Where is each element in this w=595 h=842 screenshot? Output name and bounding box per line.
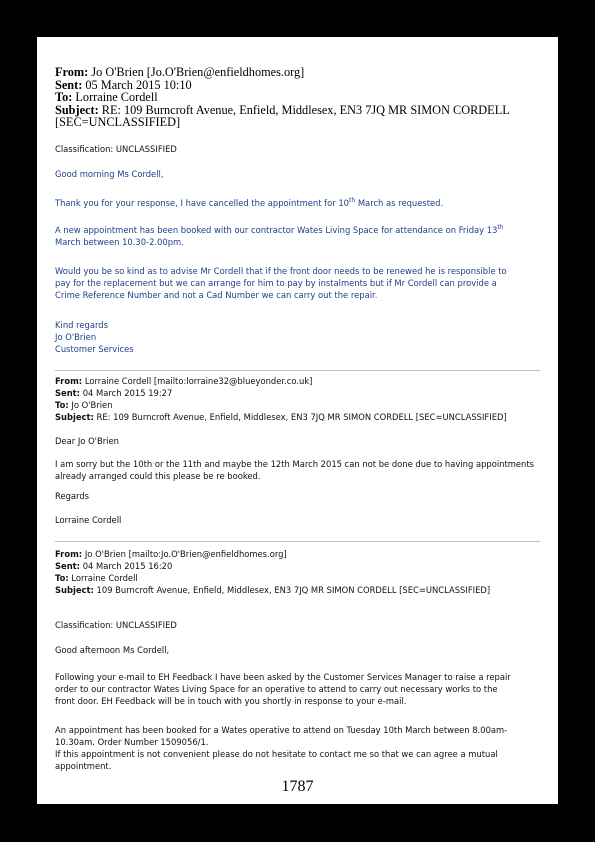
to-label: To: (55, 400, 69, 410)
document-page (37, 37, 558, 804)
email3-from-row (55, 548, 544, 560)
line: front door. EH Feedback will be in touch with you shortly in response to your e-mail. (55, 696, 407, 706)
line: Kind regards (55, 320, 108, 330)
sent-label: Sent: (55, 561, 81, 571)
email1-sent: 05 March 2015 10:10 (85, 77, 192, 92)
email2-subject-row (55, 411, 544, 423)
email1-paragraph-2 (55, 224, 544, 248)
email2-from: Lorraine Cordell [mailto:lorraine32@blueyonder.co.uk] (84, 376, 313, 386)
email1-signature (55, 319, 544, 355)
line: Customer Services (55, 344, 134, 354)
from-label: From: (55, 549, 83, 559)
email3-paragraph-2 (55, 724, 544, 772)
superscript: th (497, 224, 504, 232)
line: Crime Reference Number and not a Cad Number we can carry out the repair. (55, 290, 378, 300)
text: A new appointment has been booked with our contractor Wates Living Space for attendance on Friday 13 (55, 225, 498, 235)
subject-label: Subject: (55, 585, 94, 595)
email3-classification: Classification: UNCLASSIFIED (55, 620, 177, 630)
line: pay for the replacement but we can arrange for him to pay by instalments but if Mr Cordell can provide a (55, 278, 497, 288)
line: Jo O'Brien (55, 332, 97, 342)
line: March between 10.30-2.00pm. (55, 237, 184, 247)
text: March as requested. (355, 198, 444, 208)
email2-subject: RE: 109 Burncroft Avenue, Enfield, Middlesex, EN3 7JQ MR SIMON CORDELL [SEC=UNCLASSIFIED] (96, 412, 507, 422)
subject-label: Subject: (55, 412, 94, 422)
sent-label: Sent: (55, 77, 83, 92)
email2-to: Jo O'Brien (71, 400, 113, 410)
email3-header (55, 548, 544, 596)
subject-label: Subject: (55, 102, 99, 117)
email2-from-row (55, 375, 544, 387)
line: 10.30am. Order Number 1509056/1. (55, 737, 209, 747)
to-label: To: (55, 573, 69, 583)
email2-body (55, 458, 544, 482)
email2-name: Lorraine Cordell (55, 515, 122, 525)
line: already arranged could this please be re booked. (55, 471, 261, 481)
email3-subject-row (55, 584, 544, 596)
email3-sent-row (55, 560, 544, 572)
superscript: th (349, 197, 356, 205)
email1-paragraph-1 (55, 197, 544, 209)
email3-greeting: Good afternoon Ms Cordell, (55, 645, 170, 655)
email2-to-row (55, 399, 544, 411)
divider (55, 541, 540, 542)
email1-classification: Classification: UNCLASSIFIED (55, 144, 177, 154)
email2-sent: 04 March 2015 19:27 (82, 388, 173, 398)
email1-greeting: Good morning Ms Cordell, (55, 169, 164, 179)
line: appointment. (55, 761, 112, 771)
line: An appointment has been booked for a Wates operative to attend on Tuesday 10th March between 8.00am- (55, 725, 508, 735)
email3-from: Jo O'Brien [mailto:Jo.O'Brien@enfieldhomes.org] (84, 549, 287, 559)
page-number: 1787 (281, 778, 314, 795)
email3-sent: 04 March 2015 16:20 (82, 561, 173, 571)
divider (55, 370, 540, 371)
to-label: To: (55, 90, 73, 105)
from-label: From: (55, 376, 83, 386)
text: Thank you for your response, I have cancelled the appointment for 10 (55, 198, 350, 208)
line: Would you be so kind as to advise Mr Cordell that if the front door needs to be renewed he is responsible to (55, 266, 507, 276)
email1-header (55, 66, 544, 129)
email1-subject: RE: 109 Burncroft Avenue, Enfield, Middlesex, EN3 7JQ MR SIMON CORDELL (101, 102, 510, 117)
email1-paragraph-3 (55, 265, 544, 301)
line (55, 224, 544, 236)
email3-subject: 109 Burncroft Avenue, Enfield, Middlesex, EN3 7JQ MR SIMON CORDELL [SEC=UNCLASSIFIED] (96, 585, 491, 595)
from-label: From: (55, 65, 89, 79)
email3-to-row (55, 572, 544, 584)
email1-from: Jo O'Brien [Jo.O'Brien@enfieldhomes.org] (91, 65, 305, 79)
line: If this appointment is not convenient please do not hesitate to contact me so that we can agree a mutual (55, 749, 498, 759)
line: I am sorry but the 10th or the 11th and maybe the 12th March 2015 can not be done due to having appointments (55, 459, 535, 469)
email2-header (55, 375, 544, 423)
line: Following your e-mail to EH Feedback I have been asked by the Customer Services Manager to raise a repair (55, 672, 511, 682)
email3-paragraph-1 (55, 671, 544, 707)
sent-label: Sent: (55, 388, 81, 398)
email3-to: Lorraine Cordell (71, 573, 138, 583)
email2-sent-row (55, 387, 544, 399)
line: order to our contractor Wates Living Space for an operative to attend to carry out necessary works to the (55, 684, 498, 694)
email2-regards: Regards (55, 491, 90, 501)
email1-to: Lorraine Cordell (75, 90, 158, 105)
email1-subject-cont: [SEC=UNCLASSIFIED] (55, 115, 181, 130)
email2-greeting: Dear Jo O'Brien (55, 436, 119, 446)
